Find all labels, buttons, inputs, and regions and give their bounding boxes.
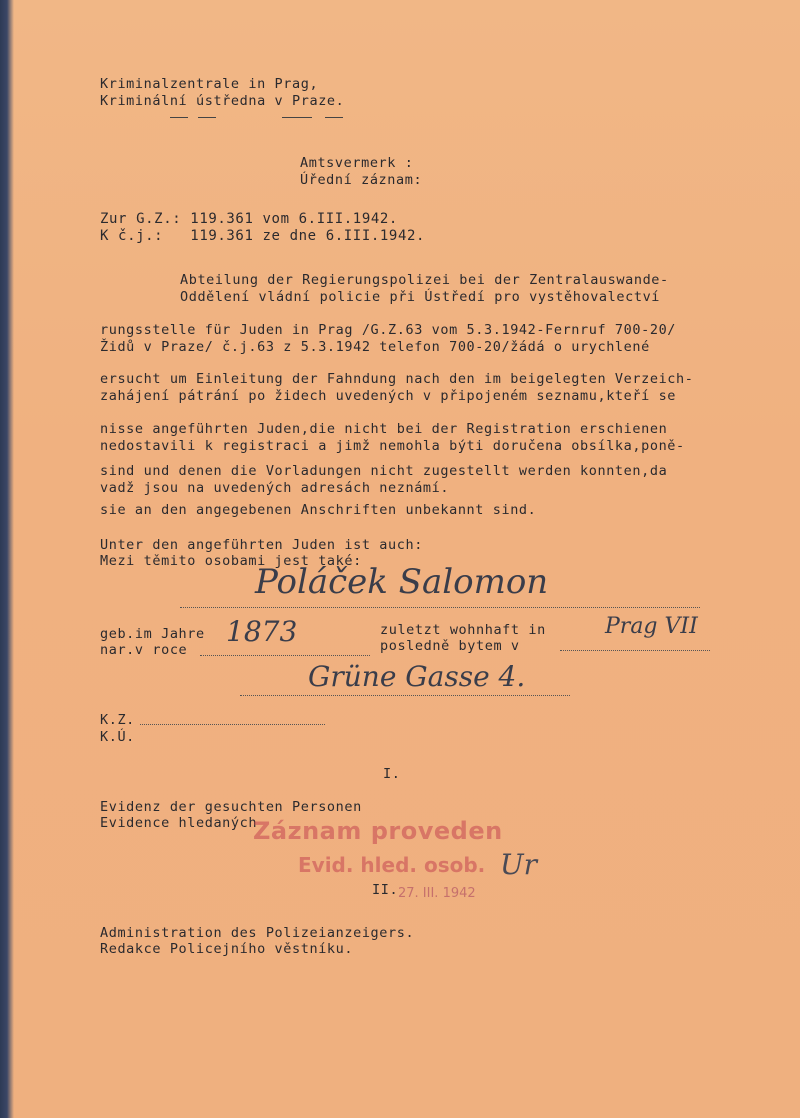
title-cz: Úřední záznam:	[300, 172, 423, 188]
residence-street-handwritten: Grüne Gasse 4.	[308, 660, 526, 693]
body-line: Mezi těmito osobami jest také:	[100, 553, 362, 569]
body-line: nisse angeführten Juden,die nicht bei der Registration erschienen	[100, 421, 668, 437]
section2-line-cz: Redakce Policejního věstníku.	[100, 941, 354, 957]
residence-label-de: zuletzt wohnhaft in	[380, 622, 546, 638]
body-line: sind und denen die Vorladungen nicht zugestellt werden konnten,da	[100, 463, 668, 479]
body-line: vadž jsou na uvedených adresách neznámí.	[100, 480, 450, 496]
divider-dash	[282, 117, 312, 118]
kz-fill-line	[140, 724, 325, 725]
born-label-de: geb.im Jahre	[100, 626, 205, 642]
reference-de: Zur G.Z.: 119.361 vom 6.III.1942.	[100, 211, 398, 227]
divider-dash	[198, 117, 216, 118]
body-line: Abteilung der Regierungspolizei bei der Zentralauswande-	[180, 272, 669, 288]
born-fill-line	[200, 655, 370, 656]
stamp-line-1: Záznam proveden	[253, 817, 503, 845]
title-de: Amtsvermerk :	[300, 155, 414, 171]
section2-line-de: Administration des Polizeianzeigers.	[100, 925, 415, 941]
residence-city-handwritten: Prag VII	[605, 614, 698, 639]
city-fill-line	[560, 650, 710, 651]
stamp-line-2: Evid. hled. osob.	[298, 853, 486, 877]
stamp-initials-handwritten: Ur	[500, 848, 537, 881]
person-name-handwritten: Poláček Salomon	[255, 562, 549, 602]
born-label-cz: nar.v roce	[100, 642, 188, 658]
section-numeral-1: I.	[383, 766, 401, 782]
divider-dash	[325, 117, 343, 118]
divider-dash	[170, 117, 188, 118]
body-line: Židů v Praze/ č.j.63 z 5.3.1942 telefon 700-20/žádá o urychlené	[100, 339, 650, 355]
born-year-handwritten: 1873	[226, 615, 298, 648]
body-line: Unter den angeführten Juden ist auch:	[100, 537, 423, 553]
body-line: rungsstelle für Juden in Prag /G.Z.63 vom 5.3.1942-Fernruf 700-20/	[100, 322, 677, 338]
body-line: nedostavili k registraci a jimž nemohla býti doručena obsílka,poně-	[100, 438, 685, 454]
residence-label-cz: posledně bytem v	[380, 638, 520, 654]
body-line: ersucht um Einleitung der Fahndung nach den im beigelegten Verzeich-	[100, 371, 694, 387]
street-fill-line	[240, 695, 570, 696]
code-ku: K.Ú.	[100, 729, 135, 745]
section-numeral-2: II.	[372, 882, 399, 898]
body-line: sie an den angegebenen Anschriften unbekannt sind.	[100, 502, 537, 518]
body-line: zahájení pátrání po židech uvedených v připojeném seznamu,kteří se	[100, 388, 677, 404]
header-line-de: Kriminalzentrale in Prag,	[100, 76, 319, 92]
stamp-date: 27. III. 1942	[398, 886, 476, 901]
binding-edge	[0, 0, 14, 1118]
header-line-cz: Kriminální ústředna v Praze.	[100, 93, 345, 109]
name-fill-line	[180, 607, 700, 608]
code-kz: K.Z.	[100, 712, 135, 728]
reference-cz: K č.j.: 119.361 ze dne 6.III.1942.	[100, 228, 426, 244]
body-line: Oddělení vládní policie při Ústředí pro vystěhovalectví	[180, 289, 661, 305]
section1-line-cz: Evidence hledaných	[100, 815, 258, 831]
section1-line-de: Evidenz der gesuchten Personen	[100, 799, 362, 815]
